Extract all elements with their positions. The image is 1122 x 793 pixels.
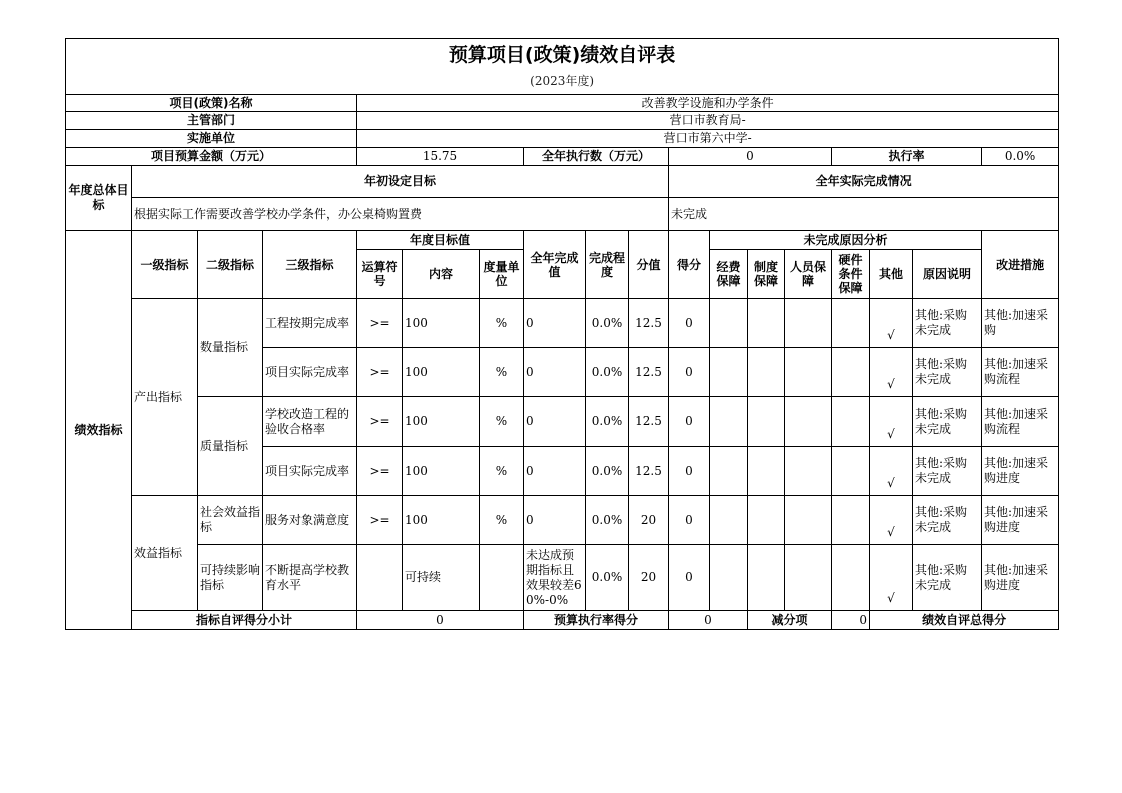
hardware-cell xyxy=(832,447,870,496)
score-cell: 0 xyxy=(669,299,710,348)
op-header: 运算符号 xyxy=(357,250,403,299)
exec-value: 0 xyxy=(669,148,832,166)
unit-header: 度量单位 xyxy=(480,250,524,299)
performance-section-label: 绩效指标 xyxy=(66,231,132,630)
score-value-cell: 12.5 xyxy=(629,299,669,348)
other-check: √ xyxy=(870,447,913,496)
content-header: 内容 xyxy=(403,250,480,299)
op-cell: >= xyxy=(357,496,403,545)
level3-cell: 服务对象满意度 xyxy=(263,496,357,545)
unit-cell: % xyxy=(480,496,524,545)
initial-goal-text: 根据实际工作需要改善学校办学条件，办公桌椅购置费 xyxy=(132,198,669,231)
staff-cell xyxy=(785,447,832,496)
system-cell xyxy=(748,299,785,348)
level3-header: 三级指标 xyxy=(263,231,357,299)
reason-cell: 其他:采购未完成 xyxy=(913,496,982,545)
budget-score-value: 0 xyxy=(669,611,748,630)
measure-cell: 其他:加速采购进度 xyxy=(982,496,1059,545)
fund-cell xyxy=(710,496,748,545)
fund-cell xyxy=(710,545,748,611)
exec-label: 全年执行数（万元） xyxy=(524,148,669,166)
score-value-cell: 12.5 xyxy=(629,348,669,397)
completed-cell: 0 xyxy=(524,348,586,397)
fund-cell xyxy=(710,397,748,447)
score-cell: 0 xyxy=(669,397,710,447)
level2-cell: 社会效益指标 xyxy=(198,496,263,545)
hardware-header: 硬件条件保障 xyxy=(832,250,870,299)
op-cell: >= xyxy=(357,348,403,397)
project-name-label: 项目(政策)名称 xyxy=(66,95,357,112)
score-header: 得分 xyxy=(669,231,710,299)
reason-cell: 其他:采购未完成 xyxy=(913,397,982,447)
level3-cell: 工程按期完成率 xyxy=(263,299,357,348)
other-check: √ xyxy=(870,496,913,545)
staff-cell xyxy=(785,348,832,397)
other-check: √ xyxy=(870,348,913,397)
completed-cell: 未达成预期指标且效果较差60%-0% xyxy=(524,545,586,611)
reason-cell: 其他:采购未完成 xyxy=(913,447,982,496)
rate-value: 0.0% xyxy=(982,148,1059,166)
content-cell: 可持续 xyxy=(403,545,480,611)
budget-score-label: 预算执行率得分 xyxy=(524,611,669,630)
reason-cell: 其他:采购未完成 xyxy=(913,545,982,611)
table-row xyxy=(66,397,1059,447)
hardware-cell xyxy=(832,545,870,611)
degree-cell: 0.0% xyxy=(586,545,629,611)
other-check: √ xyxy=(870,299,913,348)
content-cell: 100 xyxy=(403,447,480,496)
other-header: 其他 xyxy=(870,250,913,299)
subtotal-value: 0 xyxy=(357,611,524,630)
completed-cell: 0 xyxy=(524,397,586,447)
unit-cell: % xyxy=(480,447,524,496)
op-cell: >= xyxy=(357,397,403,447)
measures-header: 改进措施 xyxy=(982,231,1059,299)
other-check: √ xyxy=(870,545,913,611)
level1-cell: 效益指标 xyxy=(132,496,198,611)
annual-target-header: 年度目标值 xyxy=(357,231,524,250)
actual-goal-text: 未完成 xyxy=(669,198,1059,231)
content-cell: 100 xyxy=(403,348,480,397)
budget-value: 15.75 xyxy=(357,148,524,166)
staff-header: 人员保障 xyxy=(785,250,832,299)
staff-cell xyxy=(785,496,832,545)
degree-cell: 0.0% xyxy=(586,397,629,447)
fund-cell xyxy=(710,299,748,348)
completed-cell: 0 xyxy=(524,496,586,545)
completed-cell: 0 xyxy=(524,299,586,348)
score-cell: 0 xyxy=(669,496,710,545)
score-value-cell: 20 xyxy=(629,496,669,545)
report-year: (2023年度) xyxy=(66,69,1059,95)
level1-header: 一级指标 xyxy=(132,231,198,299)
reason-cell: 其他:采购未完成 xyxy=(913,299,982,348)
degree-cell: 0.0% xyxy=(586,447,629,496)
level2-cell: 可持续影响指标 xyxy=(198,545,263,611)
degree-cell: 0.0% xyxy=(586,348,629,397)
level3-cell: 项目实际完成率 xyxy=(263,447,357,496)
staff-cell xyxy=(785,397,832,447)
table-row xyxy=(66,299,1059,348)
score-cell: 0 xyxy=(669,545,710,611)
deduct-label: 减分项 xyxy=(748,611,832,630)
dept-label: 主管部门 xyxy=(66,112,357,130)
reason-cell: 其他:采购未完成 xyxy=(913,348,982,397)
level2-cell: 数量指标 xyxy=(198,299,263,397)
level3-cell: 不断提高学校教育水平 xyxy=(263,545,357,611)
staff-cell xyxy=(785,299,832,348)
measure-cell: 其他:加速采购 xyxy=(982,299,1059,348)
unit-cell: % xyxy=(480,299,524,348)
measure-cell: 其他:加速采购流程 xyxy=(982,348,1059,397)
reason-header: 原因说明 xyxy=(913,250,982,299)
subtotal-label: 指标自评得分小计 xyxy=(132,611,357,630)
degree-cell: 0.0% xyxy=(586,299,629,348)
total-label: 绩效自评总得分 xyxy=(870,611,1059,630)
deduct-value: 0 xyxy=(832,611,870,630)
hardware-cell xyxy=(832,496,870,545)
system-cell xyxy=(748,348,785,397)
fund-cell xyxy=(710,447,748,496)
score-value-cell: 12.5 xyxy=(629,447,669,496)
fund-header: 经费保障 xyxy=(710,250,748,299)
hardware-cell xyxy=(832,348,870,397)
score-value-cell: 20 xyxy=(629,545,669,611)
content-cell: 100 xyxy=(403,397,480,447)
staff-cell xyxy=(785,545,832,611)
fund-cell xyxy=(710,348,748,397)
system-cell xyxy=(748,545,785,611)
degree-cell: 0.0% xyxy=(586,496,629,545)
system-cell xyxy=(748,397,785,447)
completed-cell: 0 xyxy=(524,447,586,496)
actual-goal-header: 全年实际完成情况 xyxy=(669,166,1059,198)
hardware-cell xyxy=(832,397,870,447)
unit-value: 营口市第六中学- xyxy=(357,130,1059,148)
reason-analysis-header: 未完成原因分析 xyxy=(710,231,982,250)
level1-cell: 产出指标 xyxy=(132,299,198,496)
dept-value: 营口市教育局- xyxy=(357,112,1059,130)
content-cell: 100 xyxy=(403,299,480,348)
level3-cell: 学校改造工程的验收合格率 xyxy=(263,397,357,447)
initial-goal-header: 年初设定目标 xyxy=(132,166,669,198)
measure-cell: 其他:加速采购进度 xyxy=(982,447,1059,496)
score-value-header: 分值 xyxy=(629,231,669,299)
score-value-cell: 12.5 xyxy=(629,397,669,447)
measure-cell: 其他:加速采购流程 xyxy=(982,397,1059,447)
op-cell xyxy=(357,545,403,611)
op-cell: >= xyxy=(357,299,403,348)
unit-label: 实施单位 xyxy=(66,130,357,148)
level2-header: 二级指标 xyxy=(198,231,263,299)
self-evaluation-table xyxy=(65,38,1059,630)
system-cell xyxy=(748,447,785,496)
system-header: 制度保障 xyxy=(748,250,785,299)
hardware-cell xyxy=(832,299,870,348)
unit-cell xyxy=(480,545,524,611)
rate-label: 执行率 xyxy=(832,148,982,166)
degree-header: 完成程度 xyxy=(586,231,629,299)
page-title: 预算项目(政策)绩效自评表 xyxy=(66,39,1059,69)
op-cell: >= xyxy=(357,447,403,496)
other-check: √ xyxy=(870,397,913,447)
score-cell: 0 xyxy=(669,348,710,397)
measure-cell: 其他:加速采购进度 xyxy=(982,545,1059,611)
project-name-value: 改善教学设施和办学条件 xyxy=(357,95,1059,112)
score-cell: 0 xyxy=(669,447,710,496)
table-row xyxy=(66,545,1059,611)
content-cell: 100 xyxy=(403,496,480,545)
level3-cell: 项目实际完成率 xyxy=(263,348,357,397)
goals-section-label: 年度总体目标 xyxy=(66,166,132,231)
table-row xyxy=(66,496,1059,545)
budget-label: 项目预算金额（万元） xyxy=(66,148,357,166)
completed-header: 全年完成值 xyxy=(524,231,586,299)
unit-cell: % xyxy=(480,348,524,397)
level2-cell: 质量指标 xyxy=(198,397,263,496)
system-cell xyxy=(748,496,785,545)
unit-cell: % xyxy=(480,397,524,447)
